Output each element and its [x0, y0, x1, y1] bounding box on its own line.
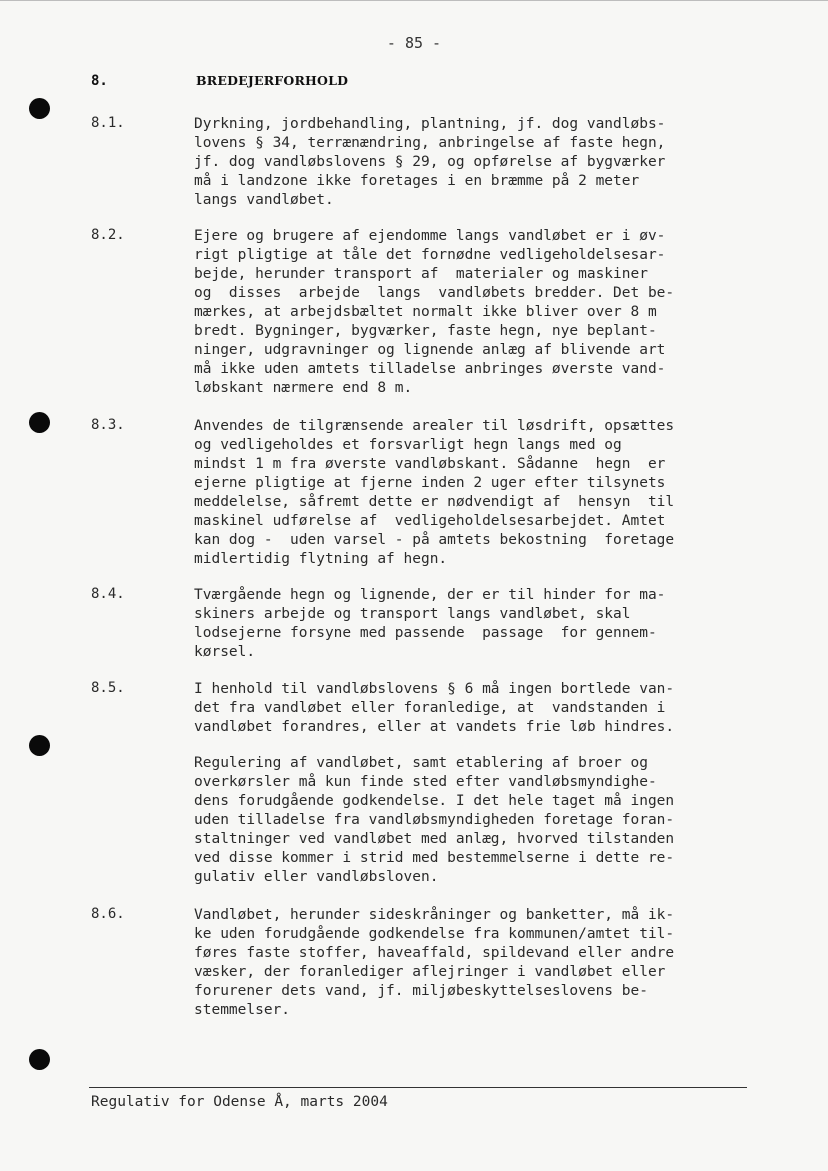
punch-hole	[29, 735, 50, 756]
text-line: Ejere og brugere af ejendomme langs vandløbet er i øv-	[194, 228, 666, 244]
text-line: må i landzone ikke foretages i en bræmme på 2 meter	[194, 173, 640, 189]
clause-text	[194, 417, 754, 569]
clause-text	[194, 906, 754, 1020]
clause-text	[194, 115, 754, 210]
text-line: væsker, der foranlediger aflejringer i vandløbet eller	[194, 964, 666, 980]
punch-hole	[29, 98, 50, 119]
footer-text: Regulativ for Odense Å, marts 2004	[91, 1094, 388, 1110]
text-line: og disses arbejde langs vandløbets bredder. Det be-	[194, 285, 675, 301]
clause-text	[194, 754, 754, 887]
clause-number: 8.3.	[91, 417, 125, 433]
text-line: rigt pligtige at tåle det fornødne vedligeholdelsesar-	[194, 247, 666, 263]
section-number: 8.	[91, 73, 108, 89]
text-line: Anvendes de tilgrænsende arealer til løsdrift, opsættes	[194, 418, 675, 434]
text-line: dens forudgående godkendelse. I det hele taget må ingen	[194, 793, 675, 809]
text-line: ke uden forudgående godkendelse fra kommunen/amtet til-	[194, 926, 675, 942]
clause-number: 8.2.	[91, 227, 125, 243]
text-line: må ikke uden amtets tilladelse anbringes øverste vand-	[194, 361, 666, 377]
punch-hole	[29, 1049, 50, 1070]
footer-divider	[89, 1087, 747, 1088]
text-line: ejerne pligtige at fjerne inden 2 uger efter tilsynets	[194, 475, 666, 491]
text-line: midlertidig flytning af hegn.	[194, 551, 448, 567]
text-line: stemmelser.	[194, 1002, 291, 1018]
text-line: gulativ eller vandløbsloven.	[194, 869, 439, 885]
text-line: bredt. Bygninger, bygværker, faste hegn, nye beplant-	[194, 323, 657, 339]
text-line: jf. dog vandløbslovens § 29, og opførelse af bygværker	[194, 154, 666, 170]
text-line: Tværgående hegn og lignende, der er til hinder for ma-	[194, 587, 666, 603]
text-line: løbskant nærmere end 8 m.	[194, 380, 413, 396]
punch-hole	[29, 412, 50, 433]
clause-number: 8.1.	[91, 115, 125, 131]
text-line: overkørsler må kun finde sted efter vandløbsmyndighe-	[194, 774, 657, 790]
text-line: langs vandløbet.	[194, 192, 334, 208]
text-line: lovens § 34, terrænændring, anbringelse af faste hegn,	[194, 135, 666, 151]
clause-number: 8.5.	[91, 680, 125, 696]
text-line: vandløbet forandres, eller at vandets frie løb hindres.	[194, 719, 675, 735]
text-line: Vandløbet, herunder sideskråninger og banketter, må ik-	[194, 907, 675, 923]
text-line: lodsejerne forsyne med passende passage for gennem-	[194, 625, 657, 641]
text-line: Dyrkning, jordbehandling, plantning, jf. dog vandløbs-	[194, 116, 666, 132]
clause-number: 8.6.	[91, 906, 125, 922]
text-line: kørsel.	[194, 644, 256, 660]
text-line: det fra vandløbet eller foranledige, at vandstanden i	[194, 700, 666, 716]
text-line: uden tilladelse fra vandløbsmyndigheden foretage foran-	[194, 812, 675, 828]
section-title: BREDEJERFORHOLD	[196, 73, 349, 88]
text-line: Regulering af vandløbet, samt etablering af broer og	[194, 755, 648, 771]
clause-text	[194, 586, 754, 662]
text-line: staltninger ved vandløbet med anlæg, hvorved tilstanden	[194, 831, 675, 847]
clause-number: 8.4.	[91, 586, 125, 602]
page-number: - 85 -	[386, 34, 442, 52]
text-line: føres faste stoffer, haveaffald, spildevand eller andre	[194, 945, 675, 961]
text-line: mærkes, at arbejdsbæltet normalt ikke bliver over 8 m	[194, 304, 657, 320]
text-line: ved disse kommer i strid med bestemmelserne i dette re-	[194, 850, 675, 866]
text-line: kan dog - uden varsel - på amtets bekostning foretage	[194, 532, 675, 548]
text-line: bejde, herunder transport af materialer og maskiner	[194, 266, 648, 282]
text-line: meddelelse, såfremt dette er nødvendigt af hensyn til	[194, 494, 675, 510]
top-edge-line	[0, 0, 828, 1]
text-line: maskinel udførelse af vedligeholdelsesarbejdet. Amtet	[194, 513, 666, 529]
text-line: forurener dets vand, jf. miljøbeskyttelseslovens be-	[194, 983, 648, 999]
text-line: mindst 1 m fra øverste vandløbskant. Sådanne hegn er	[194, 456, 666, 472]
clause-text	[194, 227, 754, 398]
text-line: I henhold til vandløbslovens § 6 må ingen bortlede van-	[194, 681, 675, 697]
text-line: og vedligeholdes et forsvarligt hegn langs med og	[194, 437, 622, 453]
clause-text	[194, 680, 754, 737]
text-line: skiners arbejde og transport langs vandløbet, skal	[194, 606, 631, 622]
text-line: ninger, udgravninger og lignende anlæg af blivende art	[194, 342, 666, 358]
